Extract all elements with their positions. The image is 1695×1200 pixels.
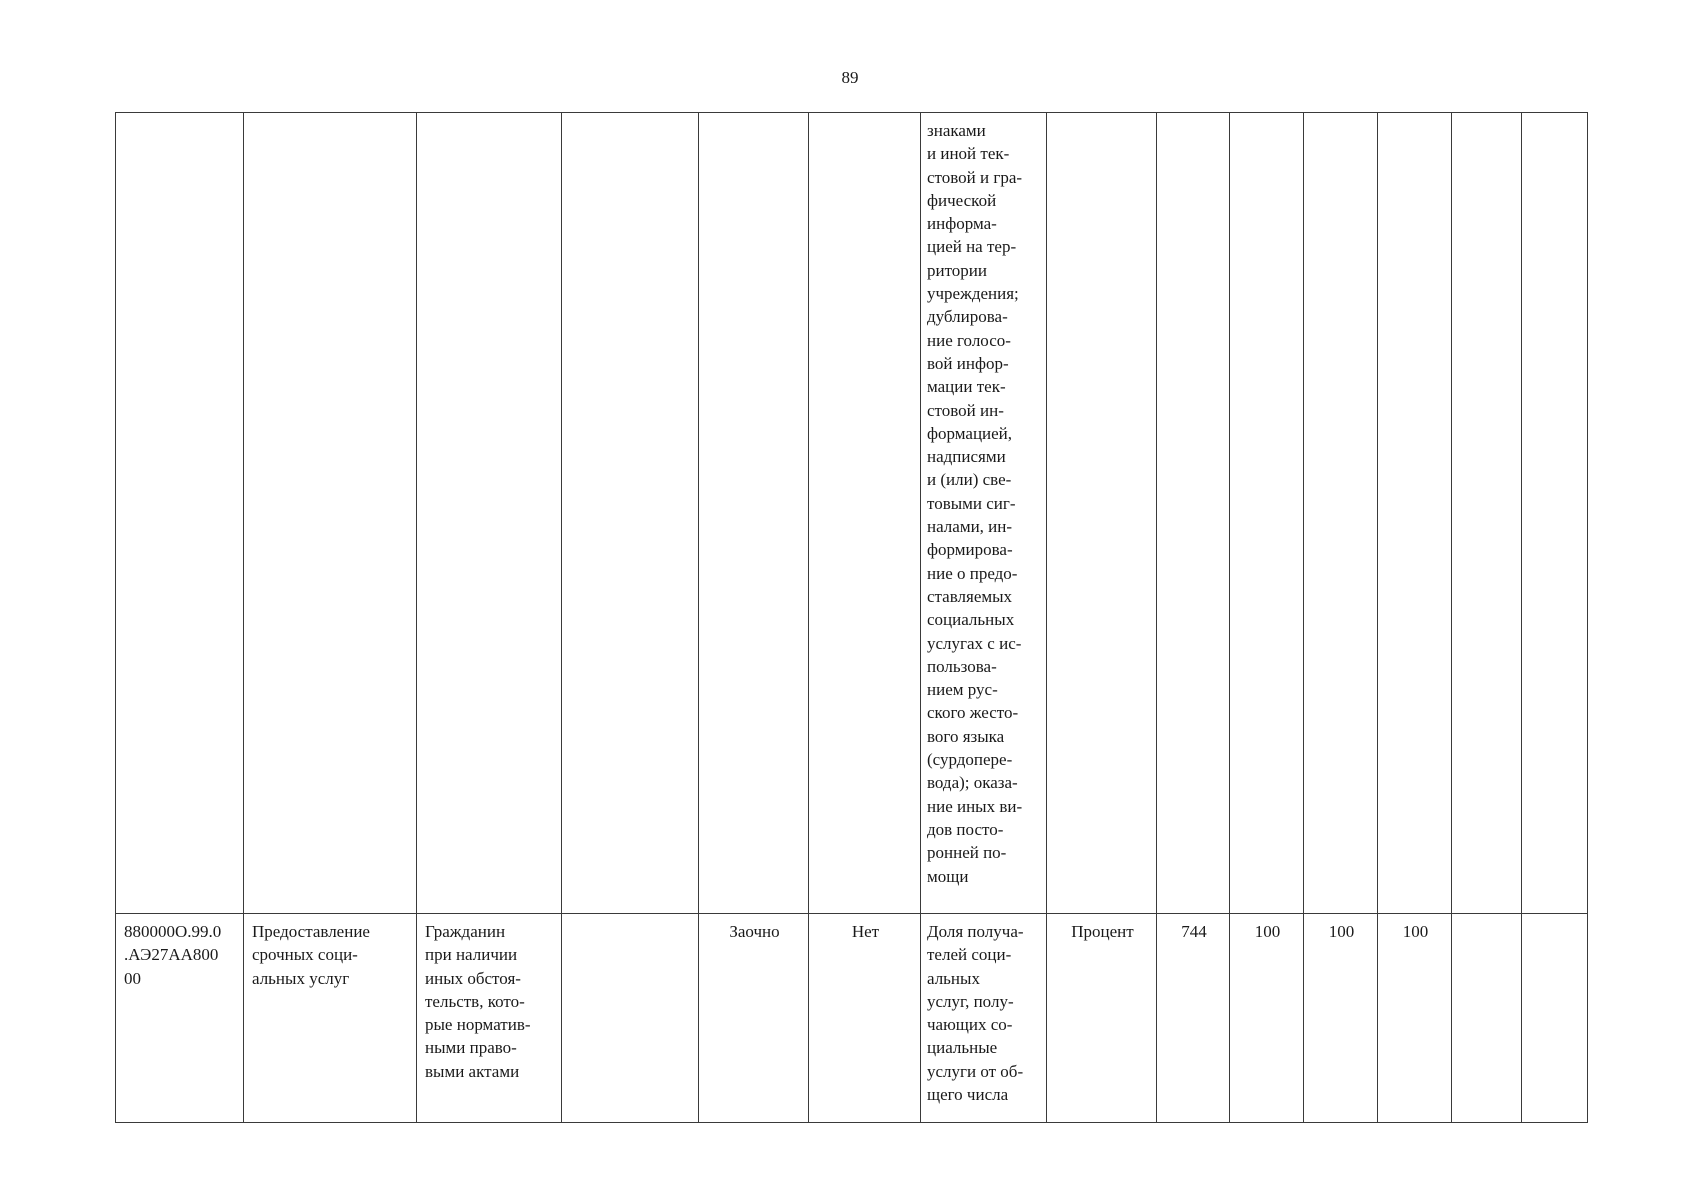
registry-code-text: 880000О.99.0 .АЭ27АА800 00 — [124, 922, 222, 988]
cell-indicator-name — [921, 914, 1047, 1123]
cell-indicator-continuation — [921, 113, 1047, 914]
cell-registry-code-empty — [116, 113, 244, 914]
value-3-text: 100 — [1402, 922, 1429, 941]
cell-flag-empty — [809, 113, 921, 914]
cell-value-1-empty — [1230, 113, 1304, 914]
cell-unit — [1047, 914, 1157, 1123]
cell-category — [417, 914, 562, 1123]
indicator-continuation-text: знаками и иной тек- стовой и гра- фической информа- цией на тер- ритории учреждения; дублирова- ние голосо- вой инфор- мации тек- стовой ин- формацией, надписями и (или) све- товыми сиг- налами, ин- формирова- ние о предо- ставляемых социальных услугах с ис- пользова- нием рус- ского жесто- вого языка (сурдопере- вода); оказа- ние иных ви- дов посто- ронней по- мощи — [927, 121, 1023, 886]
cell-value-3-empty — [1378, 113, 1452, 914]
flag-text: Нет — [851, 922, 880, 941]
cell-value-2 — [1304, 914, 1378, 1123]
service-name-text: Предоставление срочных соци- альных услуг — [252, 922, 370, 988]
cell-value-4-empty — [1452, 113, 1522, 914]
cell-service-name — [244, 914, 417, 1123]
value-1-text: 100 — [1254, 922, 1281, 941]
indicator-name-text: Доля получа- телей соци- альных услуг, полу- чающих со- циальные услуги от об- щего числа — [927, 922, 1024, 1105]
cell-unit-empty — [1047, 113, 1157, 914]
cell-flag — [809, 914, 921, 1123]
cell-extra — [562, 914, 699, 1123]
services-table — [115, 112, 1588, 1123]
cell-form — [699, 914, 809, 1123]
okei-code-text: 744 — [1181, 922, 1207, 941]
cell-value-1 — [1230, 914, 1304, 1123]
page-number: 89 — [841, 68, 859, 87]
cell-value-5 — [1522, 914, 1588, 1123]
form-text: Заочно — [729, 922, 780, 941]
cell-extra-empty — [562, 113, 699, 914]
cell-value-4 — [1452, 914, 1522, 1123]
table-row-service — [116, 914, 1588, 1123]
category-text: Гражданин при наличии иных обстоя- тельств, кото- рые норматив- ными право- выми актами — [425, 922, 531, 1081]
cell-category-empty — [417, 113, 562, 914]
cell-form-empty — [699, 113, 809, 914]
value-2-text: 100 — [1328, 922, 1355, 941]
unit-name-text: Процент — [1071, 922, 1134, 941]
table-row-continuation — [116, 113, 1588, 914]
cell-okei-empty — [1157, 113, 1230, 914]
cell-service-name-empty — [244, 113, 417, 914]
cell-value-5-empty — [1522, 113, 1588, 914]
cell-registry-code — [116, 914, 244, 1123]
cell-okei — [1157, 914, 1230, 1123]
cell-value-3 — [1378, 914, 1452, 1123]
cell-value-2-empty — [1304, 113, 1378, 914]
